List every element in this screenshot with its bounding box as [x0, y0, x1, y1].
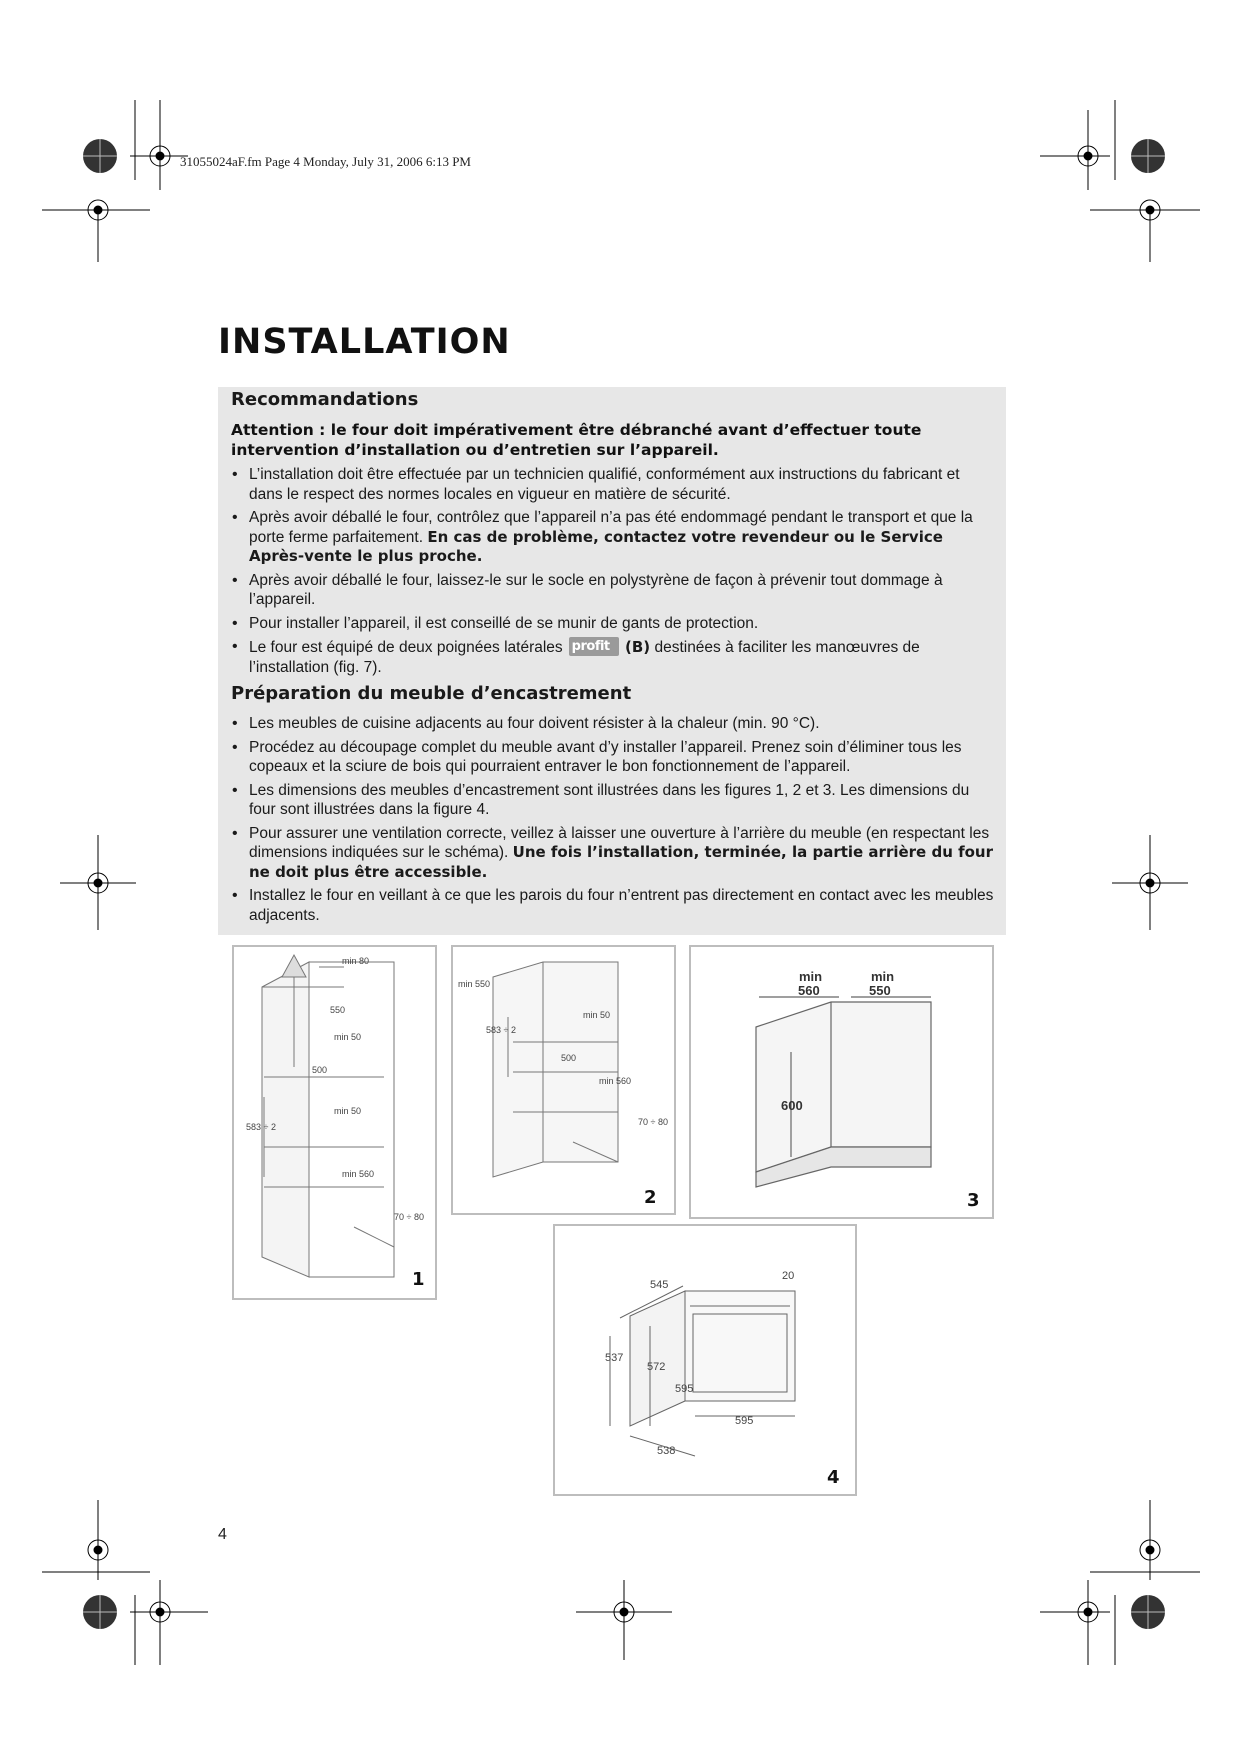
figure-3-drawing	[691, 947, 992, 1217]
figure-3	[689, 945, 994, 1219]
figure-2-drawing	[453, 947, 674, 1213]
list-item: • Les meubles de cuisine adjacents au four doivent résister à la chaleur (min. 90 °C).	[231, 714, 997, 734]
dim-label: 600	[781, 1098, 803, 1113]
dim-label: 550	[330, 1005, 346, 1015]
dim-label: min 560	[342, 1169, 375, 1179]
list-item: • Le four est équipé de deux poignées latérales profit (B) destinées à faciliter les manœuvres de l’installation (fig. 7).	[231, 637, 997, 677]
figure-number: 3	[967, 1190, 980, 1211]
recommendations-list	[231, 465, 997, 681]
preparation-list	[231, 714, 997, 929]
dim-label: min 560	[599, 1076, 632, 1086]
dim-label: min 80	[342, 956, 370, 966]
figure-1-drawing	[234, 947, 435, 1298]
page-number: 4	[218, 1526, 227, 1543]
figure-number: 1	[412, 1269, 425, 1290]
figure-2	[451, 945, 676, 1215]
list-item: • Pour assurer une ventilation correcte, veillez à laisser une ouverture à l’arrière du meuble (en respectant les dimensions indiquées sur le schéma). Une fois l’installation, terminée, la partie arrière du four ne doit plus être accessible.	[231, 824, 997, 883]
dim-label: 500	[561, 1053, 577, 1063]
dim-label: min 50	[334, 1032, 362, 1042]
warning-text: Attention : le four doit impérativement être débranché avant d’effectuer toute intervention d’installation ou d’entretien sur l’appareil.	[231, 421, 922, 459]
dim-label: 70 ÷ 80	[638, 1117, 668, 1127]
list-item: • Procédez au découpage complet du meuble avant d’y installer l’appareil. Prenez soin d’éliminer tous les copeaux et la sciure de bois qui pourraient entraver le bon fonctionnement de l’appareil.	[231, 738, 997, 777]
list-item: • L’installation doit être effectuée par un technicien qualifié, conformément aux instructions du fabricant et dans le respect des normes locales en vigueur en matière de sécurité.	[231, 465, 997, 504]
page-title: INSTALLATION	[218, 322, 511, 362]
list-item: • Installez le four en veillant à ce que les parois du four n’entrent pas directement en contact avec les meubles adjacents.	[231, 886, 997, 925]
figure-4-drawing	[555, 1226, 855, 1494]
profit-logo: profit	[569, 637, 619, 656]
recommendations-heading: Recommandations	[231, 389, 419, 410]
list-item: • Pour installer l’appareil, il est conseillé de se munir de gants de protection.	[231, 614, 997, 634]
dim-label: 500	[312, 1065, 328, 1075]
figure-number: 2	[644, 1187, 657, 1208]
dim-label: min 50	[334, 1106, 362, 1116]
figure-1	[232, 945, 437, 1300]
list-item: • Après avoir déballé le four, laissez-le sur le socle en polystyrène de façon à prévenir tout dommage à l’appareil.	[231, 571, 997, 610]
list-item: • Les dimensions des meubles d’encastrement sont illustrées dans les figures 1, 2 et 3. Les dimensions du four sont illustrées dans la figure 4.	[231, 781, 997, 820]
dim-label: 538	[657, 1445, 676, 1457]
dim-label: 70 ÷ 80	[394, 1212, 424, 1222]
dim-label: 545	[650, 1279, 669, 1291]
dim-label: min	[871, 969, 895, 984]
dim-label: 20	[782, 1270, 795, 1282]
dim-label: min 50	[583, 1010, 611, 1020]
dim-label: 572	[647, 1361, 666, 1373]
dim-label: 583 ÷ 2	[246, 1122, 276, 1132]
dim-label: 595	[675, 1383, 694, 1395]
dim-label: 595	[735, 1415, 754, 1427]
print-header: 31055024aF.fm Page 4 Monday, July 31, 2006 6:13 PM	[180, 154, 471, 169]
dim-label: 550	[869, 983, 891, 998]
preparation-heading: Préparation du meuble d’encastrement	[231, 683, 632, 704]
figure-number: 4	[827, 1467, 840, 1488]
dim-label: 583 ÷ 2	[486, 1025, 516, 1035]
list-item: • Après avoir déballé le four, contrôlez que l’appareil n’a pas été endommagé pendant le transport et que la porte ferme parfaitement. En cas de problème, contactez votre revendeur ou le Service Après-vente le plus proche.	[231, 508, 997, 567]
dim-label: min	[799, 969, 823, 984]
dim-label: 537	[605, 1352, 624, 1364]
dim-label: min 550	[458, 979, 491, 989]
figure-4	[553, 1224, 857, 1496]
dim-label: 560	[798, 983, 820, 998]
